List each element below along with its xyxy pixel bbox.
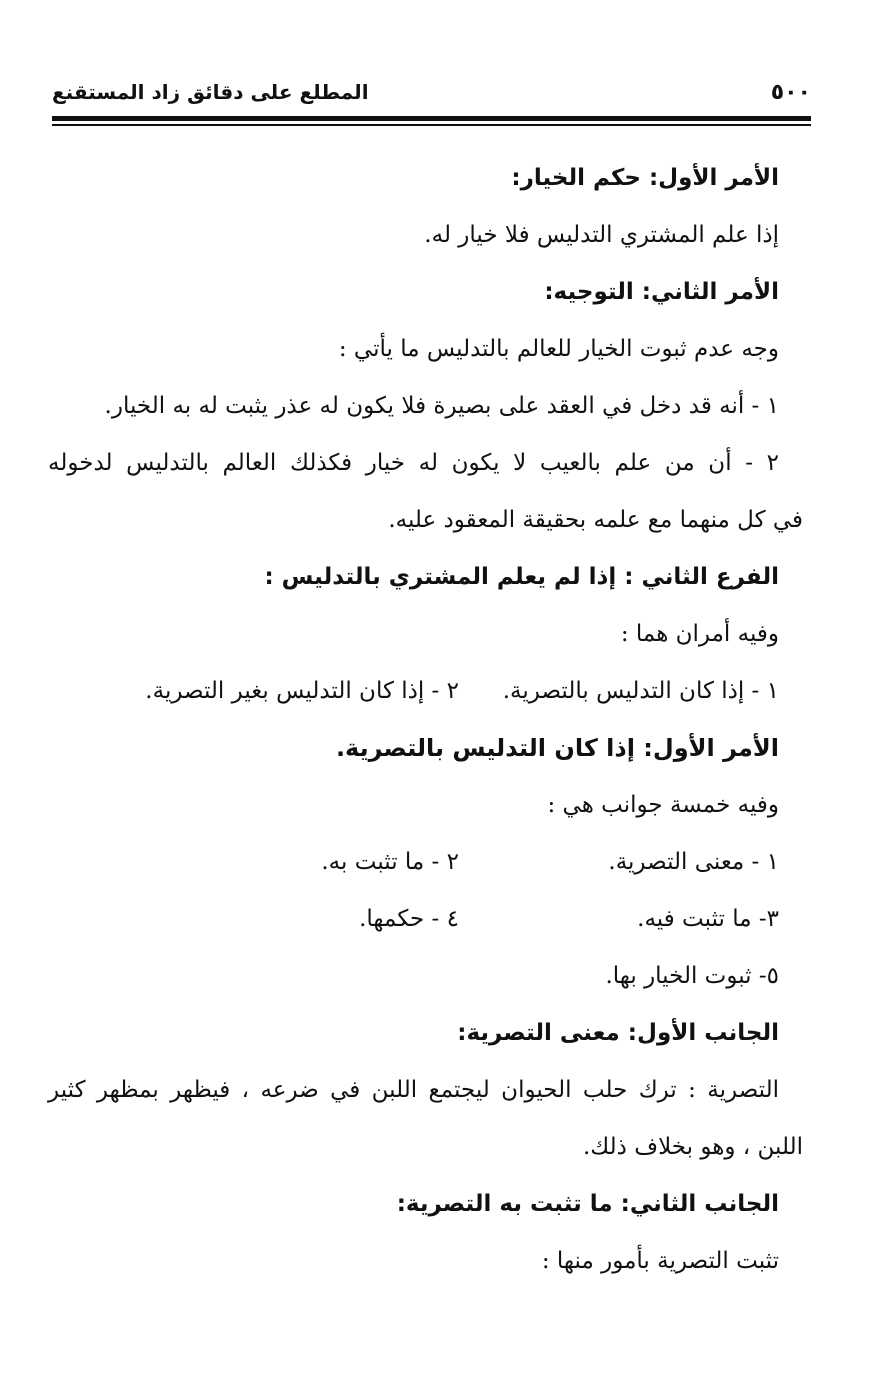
tasriya-definition-line-2: اللبن ، وهو بخلاف ذلك. [582, 1134, 803, 1160]
body-text [48, 150, 803, 1290]
jawanib-item-2: ٢ - ما تثبت به. [321, 849, 459, 875]
paragraph-amran-intro: وفيه أمران هما : [620, 621, 779, 647]
amran-item-2: ٢ - إذا كان التدليس بغير التصرية. [145, 678, 459, 704]
heading-amr2-tawjih: الأمر الثاني: التوجيه: [544, 279, 779, 305]
amran-item-1: ١ - إذا كان التدليس بالتصرية. [502, 678, 779, 704]
heading-amr1-tasriya: الأمر الأول: إذا كان التدليس بالتصرية. [335, 734, 779, 762]
heading-amr1-hukm: الأمر الأول: حكم الخيار: [511, 165, 779, 191]
header-rule-thin [52, 124, 811, 126]
paragraph-tawjih-intro: وجه عدم ثبوت الخيار للعالم بالتدليس ما يأتي : [338, 336, 779, 362]
amran-list [60, 663, 779, 720]
paragraph-jawanib-intro: وفيه خمسة جوانب هي : [547, 792, 779, 818]
jawanib-row-2 [60, 891, 779, 948]
book-title: المطلع على دقائق زاد المستقنع [52, 80, 369, 104]
jawanib-item-5: ٥- ثبوت الخيار بها. [605, 963, 779, 989]
jawanib-item-1: ١ - معنى التصرية. [608, 849, 779, 875]
reason-2-line-2: في كل منهما مع علمه بحقيقة المعقود عليه. [388, 507, 803, 533]
reason-2-line-1: ٢ - أن من علم بالعيب لا يكون له خيار فكذلك العالم بالتدليس لدخوله [48, 450, 779, 476]
jawanib-row-1 [60, 834, 779, 891]
reason-1: ١ - أنه قد دخل في العقد على بصيرة فلا يكون له عذر يثبت له به الخيار. [104, 393, 779, 419]
running-head [52, 76, 811, 116]
heading-janib2: الجانب الثاني: ما تثبت به التصرية: [396, 1191, 779, 1217]
tasriya-definition-line-1: التصرية : ترك حلب الحيوان ليجتمع اللبن في ضرعه ، فيظهر بمظهر كثير [48, 1077, 779, 1103]
page-number: ٥٠٠ [770, 80, 811, 105]
heading-far2: الفرع الثاني : إذا لم يعلم المشتري بالتدليس : [264, 564, 779, 590]
paragraph-hukm: إذا علم المشتري التدليس فلا خيار له. [424, 222, 779, 248]
heading-janib1: الجانب الأول: معنى التصرية: [457, 1020, 779, 1046]
paragraph-tathbut-intro: تثبت التصرية بأمور منها : [541, 1248, 779, 1274]
jawanib-item-3: ٣- ما تثبت فيه. [637, 906, 779, 932]
jawanib-item-4: ٤ - حكمها. [359, 906, 459, 932]
header-rule-thick [52, 116, 811, 121]
